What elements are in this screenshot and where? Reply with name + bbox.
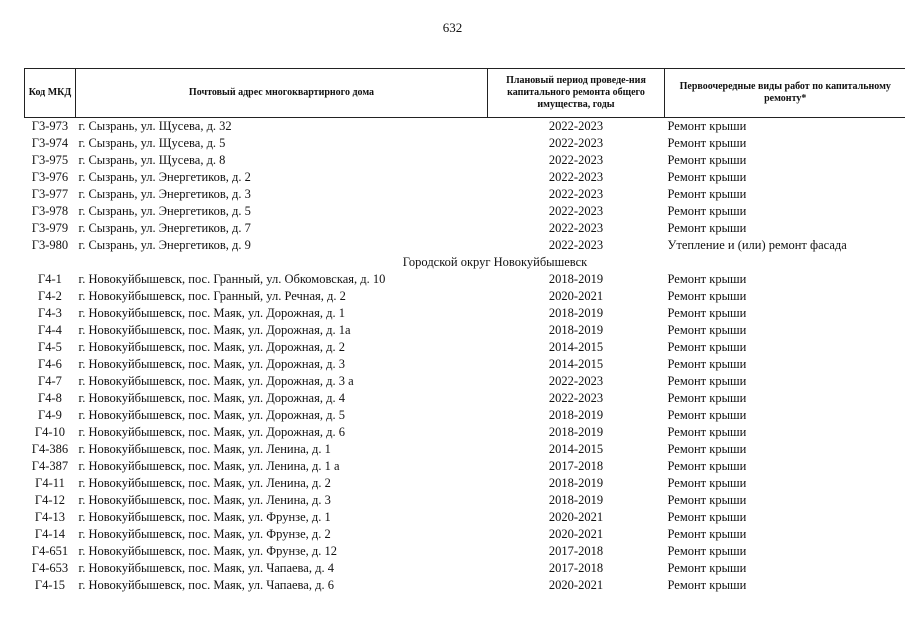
- row-period: 2018-2019: [548, 408, 604, 422]
- row-work: Ремонт крыши: [667, 204, 747, 218]
- row-code: Г3-979: [31, 221, 69, 235]
- row-address: г. Новокуйбышевск, пос. Маяк, ул. Дорожная, д. 1: [78, 306, 345, 320]
- row-work: Утепление и (или) ремонт фасада: [667, 238, 847, 252]
- row-code: Г4-653: [31, 561, 69, 575]
- row-address: г. Новокуйбышевск, пос. Маяк, ул. Дорожная, д. 1а: [78, 323, 351, 337]
- row-period: 2022-2023: [548, 204, 604, 218]
- section-title: Городской округ Новокуйбышевск: [402, 255, 588, 269]
- row-address: г. Новокуйбышевск, пос. Маяк, ул. Ленина, д. 1 а: [78, 459, 340, 473]
- row-address: г. Сызрань, ул. Энергетиков, д. 5: [78, 204, 251, 218]
- table-row: [25, 373, 905, 390]
- row-address: г. Новокуйбышевск, пос. Маяк, ул. Ленина, д. 3: [78, 493, 331, 507]
- row-work: Ремонт крыши: [667, 527, 747, 541]
- table-row: [25, 577, 905, 594]
- row-work: Ремонт крыши: [667, 476, 747, 490]
- row-work: Ремонт крыши: [667, 544, 747, 558]
- row-period: 2014-2015: [548, 340, 604, 354]
- row-work: Ремонт крыши: [667, 459, 747, 473]
- header-period: Плановый период проведе-ния капитального ремонта общего имущества, годы: [488, 69, 665, 118]
- row-work: Ремонт крыши: [667, 493, 747, 507]
- table-row: [25, 526, 905, 543]
- row-code: Г4-2: [38, 289, 62, 303]
- row-work: Ремонт крыши: [667, 510, 747, 524]
- table-row: [25, 424, 905, 441]
- row-period: 2018-2019: [548, 272, 604, 286]
- row-code: Г4-387: [31, 459, 69, 473]
- row-code: Г4-9: [38, 408, 62, 422]
- row-code: Г4-12: [34, 493, 66, 507]
- section-heading-row: [25, 254, 905, 271]
- table-header: [25, 69, 905, 118]
- row-code: Г4-11: [35, 476, 65, 490]
- row-code: Г3-975: [31, 153, 69, 167]
- row-address: г. Новокуйбышевск, пос. Маяк, ул. Дорожная, д. 5: [78, 408, 345, 422]
- row-work: Ремонт крыши: [667, 289, 747, 303]
- row-code: Г3-978: [31, 204, 69, 218]
- row-address: г. Новокуйбышевск, пос. Маяк, ул. Фрунзе, д. 12: [78, 544, 337, 558]
- table-row: [25, 305, 905, 322]
- table-row: [25, 492, 905, 509]
- header-code: Код МКД: [25, 69, 76, 118]
- row-period: 2014-2015: [548, 442, 604, 456]
- table-row: [25, 560, 905, 577]
- header-address: Почтовый адрес многоквартирного дома: [76, 69, 488, 118]
- row-address: г. Новокуйбышевск, пос. Маяк, ул. Ленина, д. 1: [78, 442, 331, 456]
- row-code: Г4-3: [38, 306, 62, 320]
- row-code: Г4-15: [34, 578, 66, 592]
- row-work: Ремонт крыши: [667, 391, 747, 405]
- row-address: г. Сызрань, ул. Щусева, д. 32: [78, 119, 232, 133]
- row-code: Г4-10: [34, 425, 66, 439]
- row-period: 2018-2019: [548, 476, 604, 490]
- row-work: Ремонт крыши: [667, 561, 747, 575]
- table-row: [25, 458, 905, 475]
- row-period: 2018-2019: [548, 493, 604, 507]
- row-period: 2022-2023: [548, 136, 604, 150]
- row-period: 2017-2018: [548, 459, 604, 473]
- table-row: [25, 288, 905, 305]
- row-code: Г3-980: [31, 238, 69, 252]
- row-period: 2022-2023: [548, 187, 604, 201]
- row-period: 2020-2021: [548, 510, 604, 524]
- row-period: 2017-2018: [548, 544, 604, 558]
- table-row: [25, 220, 905, 237]
- table-row: [25, 509, 905, 526]
- row-code: Г4-4: [38, 323, 62, 337]
- row-address: г. Новокуйбышевск, пос. Маяк, ул. Фрунзе, д. 1: [78, 510, 331, 524]
- table-row: [25, 118, 905, 136]
- table-row: [25, 169, 905, 186]
- row-code: Г4-7: [38, 374, 62, 388]
- row-address: г. Сызрань, ул. Энергетиков, д. 7: [78, 221, 251, 235]
- row-code: Г4-13: [34, 510, 66, 524]
- table-row: [25, 356, 905, 373]
- row-work: Ремонт крыши: [667, 306, 747, 320]
- table-row: [25, 407, 905, 424]
- row-code: Г3-973: [31, 119, 69, 133]
- row-work: Ремонт крыши: [667, 221, 747, 235]
- table-row: [25, 186, 905, 203]
- table-row: [25, 271, 905, 288]
- row-code: Г4-386: [31, 442, 69, 456]
- row-address: г. Новокуйбышевск, пос. Маяк, ул. Дорожная, д. 4: [78, 391, 345, 405]
- row-address: г. Новокуйбышевск, пос. Маяк, ул. Чапаева, д. 6: [78, 578, 334, 592]
- row-work: Ремонт крыши: [667, 323, 747, 337]
- row-code: Г4-8: [38, 391, 62, 405]
- row-work: Ремонт крыши: [667, 272, 747, 286]
- row-period: 2020-2021: [548, 578, 604, 592]
- row-address: г. Новокуйбышевск, пос. Маяк, ул. Дорожная, д. 3 а: [78, 374, 354, 388]
- row-address: г. Новокуйбышевск, пос. Гранный, ул. Обкомовская, д. 10: [78, 272, 386, 286]
- row-period: 2022-2023: [548, 221, 604, 235]
- row-code: Г4-14: [34, 527, 66, 541]
- row-period: 2017-2018: [548, 561, 604, 575]
- table-row: [25, 441, 905, 458]
- row-address: г. Сызрань, ул. Щусева, д. 5: [78, 136, 226, 150]
- row-work: Ремонт крыши: [667, 119, 747, 133]
- row-period: 2022-2023: [548, 119, 604, 133]
- row-period: 2014-2015: [548, 357, 604, 371]
- row-work: Ремонт крыши: [667, 357, 747, 371]
- table-body: [25, 118, 905, 595]
- row-code: Г3-974: [31, 136, 69, 150]
- row-work: Ремонт крыши: [667, 170, 747, 184]
- table-row: [25, 237, 905, 254]
- row-address: г. Сызрань, ул. Энергетиков, д. 9: [78, 238, 251, 252]
- row-work: Ремонт крыши: [667, 425, 747, 439]
- row-period: 2018-2019: [548, 323, 604, 337]
- row-work: Ремонт крыши: [667, 408, 747, 422]
- row-period: 2022-2023: [548, 238, 604, 252]
- row-period: 2022-2023: [548, 170, 604, 184]
- row-code: Г4-6: [38, 357, 62, 371]
- row-address: г. Сызрань, ул. Щусева, д. 8: [78, 153, 226, 167]
- row-code: Г3-977: [31, 187, 69, 201]
- row-address: г. Новокуйбышевск, пос. Маяк, ул. Чапаева, д. 4: [78, 561, 334, 575]
- row-work: Ремонт крыши: [667, 374, 747, 388]
- row-period: 2022-2023: [548, 391, 604, 405]
- table-row: [25, 135, 905, 152]
- row-period: 2020-2021: [548, 527, 604, 541]
- row-code: Г3-976: [31, 170, 69, 184]
- row-address: г. Новокуйбышевск, пос. Маяк, ул. Фрунзе, д. 2: [78, 527, 331, 541]
- table-row: [25, 152, 905, 169]
- header-work: Первоочередные виды работ по капитальному ремонту*: [665, 69, 905, 118]
- row-work: Ремонт крыши: [667, 340, 747, 354]
- page-number: 632: [442, 20, 463, 35]
- table-row: [25, 543, 905, 560]
- row-address: г. Новокуйбышевск, пос. Маяк, ул. Дорожная, д. 6: [78, 425, 345, 439]
- row-code: Г4-651: [31, 544, 69, 558]
- row-work: Ремонт крыши: [667, 187, 747, 201]
- table-row: [25, 322, 905, 339]
- row-address: г. Новокуйбышевск, пос. Маяк, ул. Дорожная, д. 3: [78, 357, 345, 371]
- row-code: Г4-5: [38, 340, 62, 354]
- capital-repair-table: [24, 68, 905, 594]
- table-row: [25, 475, 905, 492]
- row-address: г. Новокуйбышевск, пос. Гранный, ул. Речная, д. 2: [78, 289, 346, 303]
- row-period: 2018-2019: [548, 306, 604, 320]
- row-period: 2018-2019: [548, 425, 604, 439]
- row-code: Г4-1: [38, 272, 62, 286]
- row-address: г. Новокуйбышевск, пос. Маяк, ул. Ленина, д. 2: [78, 476, 331, 490]
- row-address: г. Сызрань, ул. Энергетиков, д. 3: [78, 187, 251, 201]
- row-work: Ремонт крыши: [667, 578, 747, 592]
- table-row: [25, 339, 905, 356]
- row-period: 2020-2021: [548, 289, 604, 303]
- row-address: г. Новокуйбышевск, пос. Маяк, ул. Дорожная, д. 2: [78, 340, 345, 354]
- row-work: Ремонт крыши: [667, 136, 747, 150]
- table-row: [25, 390, 905, 407]
- row-period: 2022-2023: [548, 374, 604, 388]
- row-work: Ремонт крыши: [667, 153, 747, 167]
- table-row: [25, 203, 905, 220]
- row-address: г. Сызрань, ул. Энергетиков, д. 2: [78, 170, 251, 184]
- row-work: Ремонт крыши: [667, 442, 747, 456]
- row-period: 2022-2023: [548, 153, 604, 167]
